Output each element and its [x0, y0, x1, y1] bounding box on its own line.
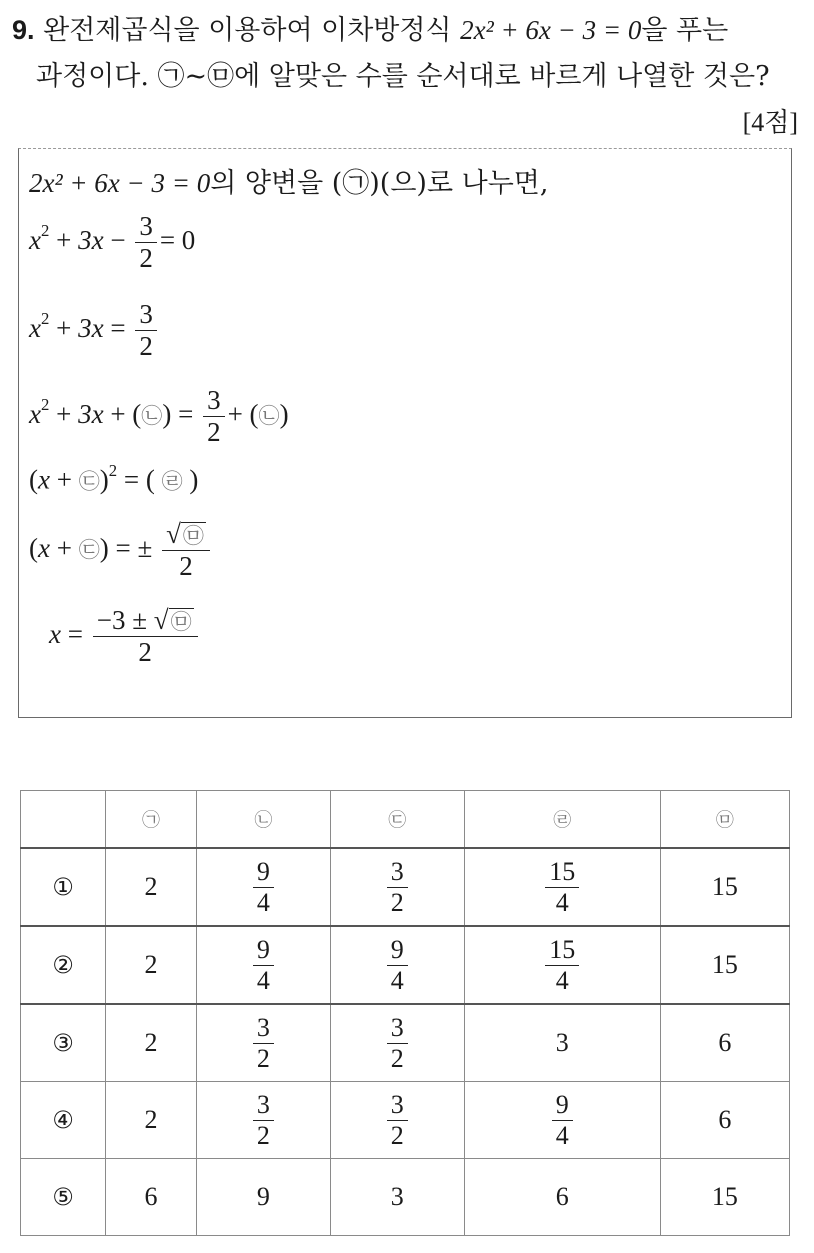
question-text-1: 완전제곱식을 이용하여 이차방정식 — [43, 15, 452, 46]
cell-fraction — [387, 1090, 408, 1151]
answer-cell — [330, 1082, 464, 1159]
mark-e: ㉤ — [170, 609, 192, 634]
fraction-numerator: 9 — [390, 934, 404, 964]
frac-denominator: 2 — [135, 242, 157, 274]
cell-fraction — [552, 1090, 573, 1151]
frac-denominator: 2 — [135, 330, 157, 362]
question-text-1-end: 을 푸는 — [641, 15, 729, 46]
answer-option-label[interactable]: ⑤ — [21, 1159, 106, 1236]
fraction-numerator: 9 — [555, 1089, 569, 1119]
answer-cell — [330, 848, 464, 926]
question-line-1 — [12, 8, 728, 47]
frac-numerator: 3 — [207, 385, 221, 415]
fraction-denominator: 2 — [387, 1120, 408, 1151]
answer-option-label[interactable]: ① — [21, 848, 106, 926]
fraction-denominator: 4 — [545, 887, 579, 918]
table-header-d: ㉣ — [464, 791, 660, 849]
table-header-a: ㉠ — [106, 791, 197, 849]
table-header-row — [21, 791, 790, 849]
answer-row-4[interactable] — [21, 1082, 790, 1159]
answer-cell — [196, 926, 330, 1004]
answer-option-label[interactable]: ③ — [21, 1004, 106, 1082]
solution-line-1 — [29, 161, 548, 200]
answer-cell: 3 — [464, 1004, 660, 1082]
solution-line-3: $x^2 + 3x$ = $\frac{3}{2}$ — [29, 299, 160, 362]
cell-fraction — [387, 1013, 408, 1074]
mark-c: ㉢ — [78, 468, 100, 494]
fraction-numerator: 3 — [390, 1012, 404, 1042]
minus-three-pm: −3 ± — [96, 605, 148, 635]
answer-cell: 2 — [106, 848, 197, 926]
fraction-numerator: 3 — [390, 1089, 404, 1119]
mark-d: ㉣ — [161, 468, 183, 494]
answer-cell: 6 — [106, 1159, 197, 1236]
solution-line-6: (x + ㉢) = ± $\frac{√㉤}{2}$ — [29, 519, 213, 582]
frac-numerator: 3 — [139, 211, 153, 241]
table-header-b: ㉡ — [196, 791, 330, 849]
cell-fraction — [253, 1090, 274, 1151]
frac-denominator: 2 — [203, 416, 225, 448]
points-label: [4점] — [742, 108, 798, 137]
answer-cell: 15 — [660, 848, 789, 926]
answer-row-2[interactable] — [21, 926, 790, 1004]
fraction-numerator: 9 — [256, 856, 270, 886]
fraction-numerator: 9 — [256, 934, 270, 964]
fraction-denominator: 4 — [387, 965, 408, 996]
cell-fraction — [253, 1013, 274, 1074]
fraction-numerator: 3 — [256, 1012, 270, 1042]
answer-cell — [464, 1082, 660, 1159]
answer-cell: 2 — [106, 1004, 197, 1082]
answer-cell — [330, 926, 464, 1004]
frac-denominator-two: 2 — [93, 636, 198, 668]
solution-box — [18, 148, 792, 718]
solution-line-2: $x^2 + 3x$ − $\frac{3}{2}$ = 0 — [29, 211, 196, 274]
answer-cell — [464, 926, 660, 1004]
fraction-denominator: 2 — [253, 1043, 274, 1074]
mark-e: ㉤ — [182, 523, 204, 548]
cell-fraction — [387, 857, 408, 918]
solution-line-7: x = $\frac{-3 \pm √㉤}{2}$ — [49, 605, 201, 668]
answer-option-label[interactable]: ② — [21, 926, 106, 1004]
answer-cell: 6 — [464, 1159, 660, 1236]
mark-b: ㉡ — [258, 402, 280, 428]
answer-cell — [196, 1082, 330, 1159]
cell-fraction — [253, 935, 274, 996]
solution-line-5: (x + ㉢)$^2$ = ( ㉣ ) — [29, 461, 199, 495]
answer-cell: 2 — [106, 926, 197, 1004]
fraction-numerator: 3 — [390, 856, 404, 886]
fraction-numerator: 15 — [549, 934, 576, 964]
fraction-numerator: 15 — [549, 856, 576, 886]
fraction-numerator: 3 — [256, 1089, 270, 1119]
fraction-denominator: 4 — [545, 965, 579, 996]
fraction-denominator: 4 — [253, 965, 274, 996]
fraction-denominator: 4 — [253, 887, 274, 918]
answer-cell: 3 — [330, 1159, 464, 1236]
answer-cell — [464, 848, 660, 926]
fraction-denominator: 4 — [552, 1120, 573, 1151]
answer-row-1[interactable] — [21, 848, 790, 926]
answer-cell: 9 — [196, 1159, 330, 1236]
answer-cell: 6 — [660, 1004, 789, 1082]
fraction-denominator: 2 — [253, 1120, 274, 1151]
table-header-c: ㉢ — [330, 791, 464, 849]
table-header-blank — [21, 791, 106, 849]
answer-row-5[interactable] — [21, 1159, 790, 1236]
fraction-denominator: 2 — [387, 887, 408, 918]
answer-cell: 2 — [106, 1082, 197, 1159]
solution-line-4: $x^2 + 3x$ + (㉡) = $\frac{3}{2}$ + (㉡) — [29, 385, 289, 448]
question-number: 9. — [12, 15, 35, 45]
question-line-2: 과정이다. ㉠~㉤에 알맞은 수를 순서대로 바르게 나열한 것은? — [36, 61, 770, 92]
line1-equation: 2x² + 6x − 3 = 0 — [29, 168, 211, 198]
fraction-denominator: 2 — [387, 1043, 408, 1074]
answer-option-label[interactable]: ④ — [21, 1082, 106, 1159]
answer-cell — [330, 1004, 464, 1082]
answer-cell — [196, 848, 330, 926]
cell-fraction — [545, 935, 579, 996]
line1-text: 의 양변을 (㉠)(으)로 나누면, — [210, 168, 549, 199]
question-equation: 2x² + 6x − 3 = 0 — [460, 15, 642, 45]
cell-fraction — [545, 857, 579, 918]
frac-numerator: 3 — [139, 299, 153, 329]
mark-b: ㉡ — [141, 402, 163, 428]
cell-fraction — [253, 857, 274, 918]
answer-cell: 15 — [660, 926, 789, 1004]
mark-c: ㉢ — [78, 536, 100, 562]
cell-fraction — [387, 935, 408, 996]
frac-denominator-two: 2 — [162, 550, 210, 582]
answer-table — [20, 790, 790, 1236]
answer-cell: 15 — [660, 1159, 789, 1236]
answer-cell — [196, 1004, 330, 1082]
answer-cell: 6 — [660, 1082, 789, 1159]
answer-row-3[interactable] — [21, 1004, 790, 1082]
table-header-e: ㉤ — [660, 791, 789, 849]
